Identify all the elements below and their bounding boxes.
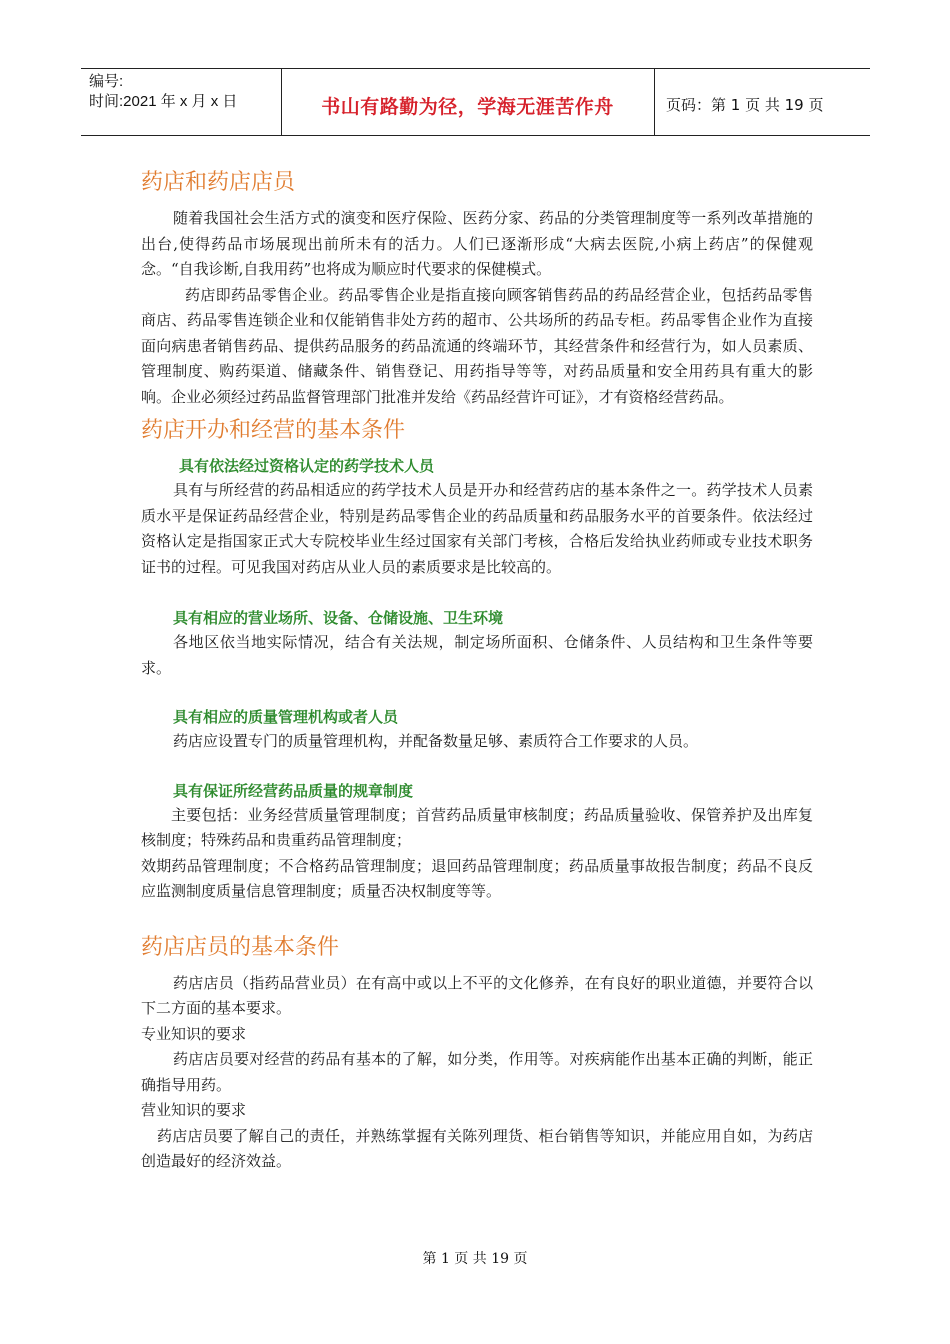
subsection-title: 具有相应的营业场所、设备、仓储设施、卫生环境 xyxy=(173,609,504,627)
subsection-title: 具有保证所经营药品质量的规章制度 xyxy=(173,781,414,800)
document-body xyxy=(141,168,813,1175)
subsection-title: 具有依法经过资格认定的药学技术人员 xyxy=(179,457,435,475)
page-footer: 第 1 页 共 19 页 xyxy=(422,1251,528,1267)
paragraph: 随着我国社会生活方式的演变和医疗保险、医药分家、药品的分类管理制度等一系列改革措施的出台,使得药品市场展现出前所未有的活力。人们已逐渐形成“大病去医院,小病上药店”的保健观念。“自我诊断,自我用药”也将成为顺应时代要求的保健模式。 xyxy=(141,209,813,278)
header-bottom-rule xyxy=(81,135,870,136)
section-title: 药店店员的基本条件 xyxy=(141,934,340,960)
list-label: 营业知识的要求 xyxy=(141,1101,247,1119)
paragraph: 药店店员要了解自己的责任，并熟练掌握有关陈列理货、柜台销售等知识，并能应用自如，为药店创造最好的经济效益。 xyxy=(141,1126,813,1170)
paragraph: 各地区依当地实际情况，结合有关法规，制定场所面积、仓储条件、人员结构和卫生条件等要求。 xyxy=(141,633,813,677)
list-label: 专业知识的要求 xyxy=(141,1024,247,1043)
paragraph: 效期药品管理制度；不合格药品管理制度；退回药品管理制度；药品质量事故报告制度；药品不良反应监测制度质量信息管理制度；质量否决权制度等等。 xyxy=(141,856,813,900)
paragraph: 药店店员（指药品营业员）在有高中或以上不平的文化修养，在有良好的职业道德，并要符合以下二方面的基本要求。 xyxy=(141,973,813,1017)
header-meta xyxy=(89,72,237,112)
section-title: 药店开办和经营的基本条件 xyxy=(141,418,406,443)
paragraph: 药店应设置专门的质量管理机构，并配备数量足够、素质符合工作要求的人员。 xyxy=(173,732,699,750)
header-motto: 书山有路勤为径，学海无涯苦作舟 xyxy=(321,96,614,118)
paragraph: 主要包括：业务经营质量管理制度；首营药品质量审核制度；药品质量验收、保管养护及出库复核制度；特殊药品和贵重药品管理制度； xyxy=(141,805,813,849)
paragraph: 具有与所经营的药品相适应的药学技术人员是开办和经营药店的基本条件之一。药学技术人员素质水平是保证药品经营企业，特别是药品零售企业的药品质量和药品服务水平的首要条件。依法经过资格认定是指国家正式大专院校毕业生经过国家有关部门考核，合格后发给执业药师或专业技术职务证书的过程。可见我国对药店从业人员的素质要求是比较高的。 xyxy=(141,481,813,576)
time-label: 时间:2021 年 x 月 x 日 xyxy=(89,93,238,110)
subsection-title: 具有相应的质量管理机构或者人员 xyxy=(173,708,399,726)
header-divider xyxy=(654,68,655,136)
header-page-info: 页码：第 1 页 共 19 页 xyxy=(666,96,824,114)
paragraph: 药店店员要对经营的药品有基本的了解，如分类，作用等。对疾病能作出基本正确的判断，能正确指导用药。 xyxy=(141,1050,813,1094)
header-top-rule xyxy=(81,68,870,69)
section-title: 药店和药店店员 xyxy=(141,170,296,195)
document-header xyxy=(81,68,870,136)
number-label: 编号: xyxy=(89,73,124,90)
paragraph: 药店即药品零售企业。药品零售企业是指直接向顾客销售药品的药品经营企业，包括药品零售商店、药品零售连锁企业和仅能销售非处方药的超市、公共场所的药品专柜。药品零售企业作为直接面向病患者销售药品、提供药品服务的药品流通的终端环节，其经营条件和经营行为，如人员素质、管理制度、购药渠道、储藏条件、销售登记、用药指导等等，对药品质量和安全用药具有重大的影响。企业必须经过药品监督管理部门批准并发给《药品经营许可证》，才有资格经营药品。 xyxy=(141,285,813,406)
